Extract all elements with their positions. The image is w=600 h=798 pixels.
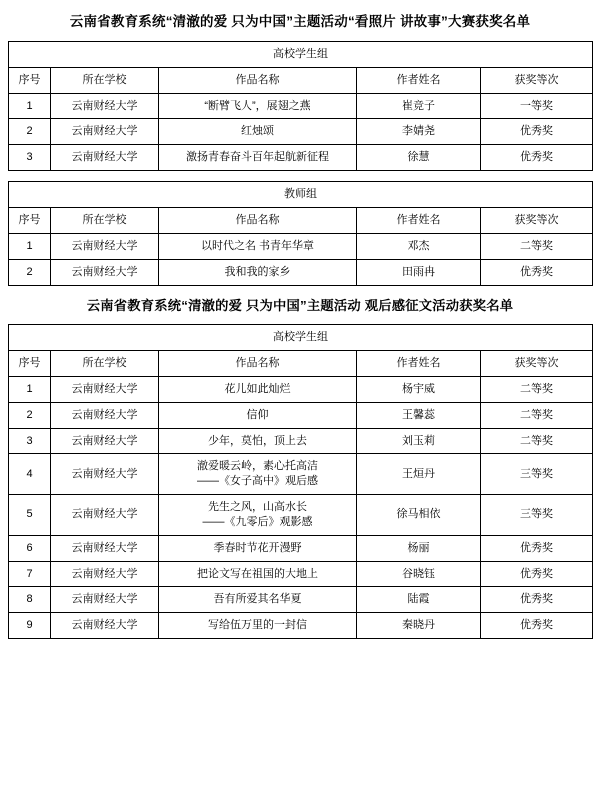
section2-group1-table xyxy=(8,324,593,639)
cell-author: 徐慧 xyxy=(357,145,481,171)
cell-work: 红烛颂 xyxy=(159,119,357,145)
cell-no: 8 xyxy=(9,587,51,613)
cell-award: 优秀奖 xyxy=(481,119,593,145)
cell-author: 田雨冉 xyxy=(357,259,481,285)
cell-work: 激扬青春奋斗百年起航新征程 xyxy=(159,145,357,171)
cell-author: 徐马相依 xyxy=(357,495,481,536)
cell-award: 优秀奖 xyxy=(481,145,593,171)
cell-school: 云南财经大学 xyxy=(51,233,159,259)
cell-work xyxy=(159,495,357,536)
cell-award: 优秀奖 xyxy=(481,561,593,587)
cell-award: 二等奖 xyxy=(481,376,593,402)
table-row xyxy=(9,376,593,402)
col-header-no: 序号 xyxy=(9,67,51,93)
cell-work: 季春时节花开漫野 xyxy=(159,535,357,561)
cell-author: 秦晓丹 xyxy=(357,613,481,639)
cell-author: 邓杰 xyxy=(357,233,481,259)
group-header-row xyxy=(9,182,593,208)
cell-school: 云南财经大学 xyxy=(51,454,159,495)
cell-award: 优秀奖 xyxy=(481,613,593,639)
cell-no: 2 xyxy=(9,402,51,428)
col-header-no: 序号 xyxy=(9,207,51,233)
cell-work-line1: 先生之风，山高水长 xyxy=(208,501,307,514)
section1-group1-table xyxy=(8,41,593,171)
group-header-row xyxy=(9,41,593,67)
cell-school: 云南财经大学 xyxy=(51,613,159,639)
cell-no: 6 xyxy=(9,535,51,561)
col-header-award: 获奖等次 xyxy=(481,207,593,233)
cell-work-line2: ——《女子高中》观后感 xyxy=(197,475,318,488)
cell-author: 王馨蕊 xyxy=(357,402,481,428)
cell-no: 5 xyxy=(9,495,51,536)
cell-school: 云南财经大学 xyxy=(51,428,159,454)
table-row xyxy=(9,233,593,259)
group-name: 高校学生组 xyxy=(9,325,593,351)
col-header-author: 作者姓名 xyxy=(357,207,481,233)
col-header-award: 获奖等次 xyxy=(481,350,593,376)
table-row xyxy=(9,587,593,613)
col-header-work: 作品名称 xyxy=(159,207,357,233)
cell-no: 2 xyxy=(9,119,51,145)
cell-school: 云南财经大学 xyxy=(51,495,159,536)
cell-author: 杨丽 xyxy=(357,535,481,561)
table-row xyxy=(9,495,593,536)
cell-no: 3 xyxy=(9,428,51,454)
cell-award: 优秀奖 xyxy=(481,259,593,285)
section1-group2-table xyxy=(8,181,593,285)
cell-school: 云南财经大学 xyxy=(51,145,159,171)
col-header-school: 所在学校 xyxy=(51,350,159,376)
cell-award: 二等奖 xyxy=(481,233,593,259)
cell-author: 谷晓钰 xyxy=(357,561,481,587)
cell-no: 1 xyxy=(9,376,51,402)
table-row xyxy=(9,535,593,561)
col-header-school: 所在学校 xyxy=(51,207,159,233)
cell-school: 云南财经大学 xyxy=(51,376,159,402)
cell-no: 1 xyxy=(9,93,51,119)
cell-award: 三等奖 xyxy=(481,495,593,536)
col-header-work: 作品名称 xyxy=(159,350,357,376)
column-header-row xyxy=(9,207,593,233)
cell-no: 2 xyxy=(9,259,51,285)
cell-work-line2: ——《九零后》观影感 xyxy=(202,515,313,528)
cell-no: 9 xyxy=(9,613,51,639)
cell-award: 三等奖 xyxy=(481,454,593,495)
cell-work: 少年，莫怕，顶上去 xyxy=(159,428,357,454)
table-row xyxy=(9,259,593,285)
table-row xyxy=(9,613,593,639)
cell-school: 云南财经大学 xyxy=(51,561,159,587)
cell-work: 信仰 xyxy=(159,402,357,428)
cell-no: 3 xyxy=(9,145,51,171)
cell-author: 刘玉莉 xyxy=(357,428,481,454)
cell-award: 优秀奖 xyxy=(481,587,593,613)
cell-author: 陆霞 xyxy=(357,587,481,613)
cell-author: 崔竞子 xyxy=(357,93,481,119)
cell-work: 把论文写在祖国的大地上 xyxy=(159,561,357,587)
col-header-author: 作者姓名 xyxy=(357,350,481,376)
cell-school: 云南财经大学 xyxy=(51,119,159,145)
cell-work: 花儿如此灿烂 xyxy=(159,376,357,402)
cell-author: 王烜丹 xyxy=(357,454,481,495)
cell-school: 云南财经大学 xyxy=(51,587,159,613)
group-name: 高校学生组 xyxy=(9,41,593,67)
cell-school: 云南财经大学 xyxy=(51,93,159,119)
cell-school: 云南财经大学 xyxy=(51,535,159,561)
column-header-row xyxy=(9,67,593,93)
group-header-row xyxy=(9,325,593,351)
col-header-author: 作者姓名 xyxy=(357,67,481,93)
col-header-school: 所在学校 xyxy=(51,67,159,93)
table-row xyxy=(9,119,593,145)
cell-award: 二等奖 xyxy=(481,402,593,428)
col-header-work: 作品名称 xyxy=(159,67,357,93)
cell-work: 吾有所爱其名华夏 xyxy=(159,587,357,613)
cell-school: 云南财经大学 xyxy=(51,402,159,428)
table-row xyxy=(9,561,593,587)
cell-work: 以时代之名 书青年华章 xyxy=(159,233,357,259)
cell-author: 杨宇威 xyxy=(357,376,481,402)
cell-work xyxy=(159,454,357,495)
cell-award: 一等奖 xyxy=(481,93,593,119)
cell-no: 7 xyxy=(9,561,51,587)
cell-work: 我和我的家乡 xyxy=(159,259,357,285)
column-header-row xyxy=(9,350,593,376)
section2-title: 云南省教育系统“清澈的爱 只为中国”主题活动 观后感征文活动获奖名单 xyxy=(86,297,514,313)
table-row xyxy=(9,145,593,171)
cell-no: 1 xyxy=(9,233,51,259)
table-row xyxy=(9,428,593,454)
cell-work: 写给伍万里的一封信 xyxy=(159,613,357,639)
table-row xyxy=(9,93,593,119)
col-header-award: 获奖等次 xyxy=(481,67,593,93)
cell-award: 优秀奖 xyxy=(481,535,593,561)
col-header-no: 序号 xyxy=(9,350,51,376)
cell-award: 二等奖 xyxy=(481,428,593,454)
group-name: 教师组 xyxy=(9,182,593,208)
cell-work-line1: 澈爱暖云岭，素心托高洁 xyxy=(197,460,318,473)
section1-title: 云南省教育系统“清澈的爱 只为中国”主题活动“看照片 讲故事”大赛获奖名单 xyxy=(69,14,531,29)
cell-author: 李婧尧 xyxy=(357,119,481,145)
table-row xyxy=(9,402,593,428)
cell-school: 云南财经大学 xyxy=(51,259,159,285)
cell-no: 4 xyxy=(9,454,51,495)
table-row xyxy=(9,454,593,495)
table-spacer xyxy=(8,171,592,181)
cell-work: “断臂飞人”，展翅之燕 xyxy=(159,93,357,119)
